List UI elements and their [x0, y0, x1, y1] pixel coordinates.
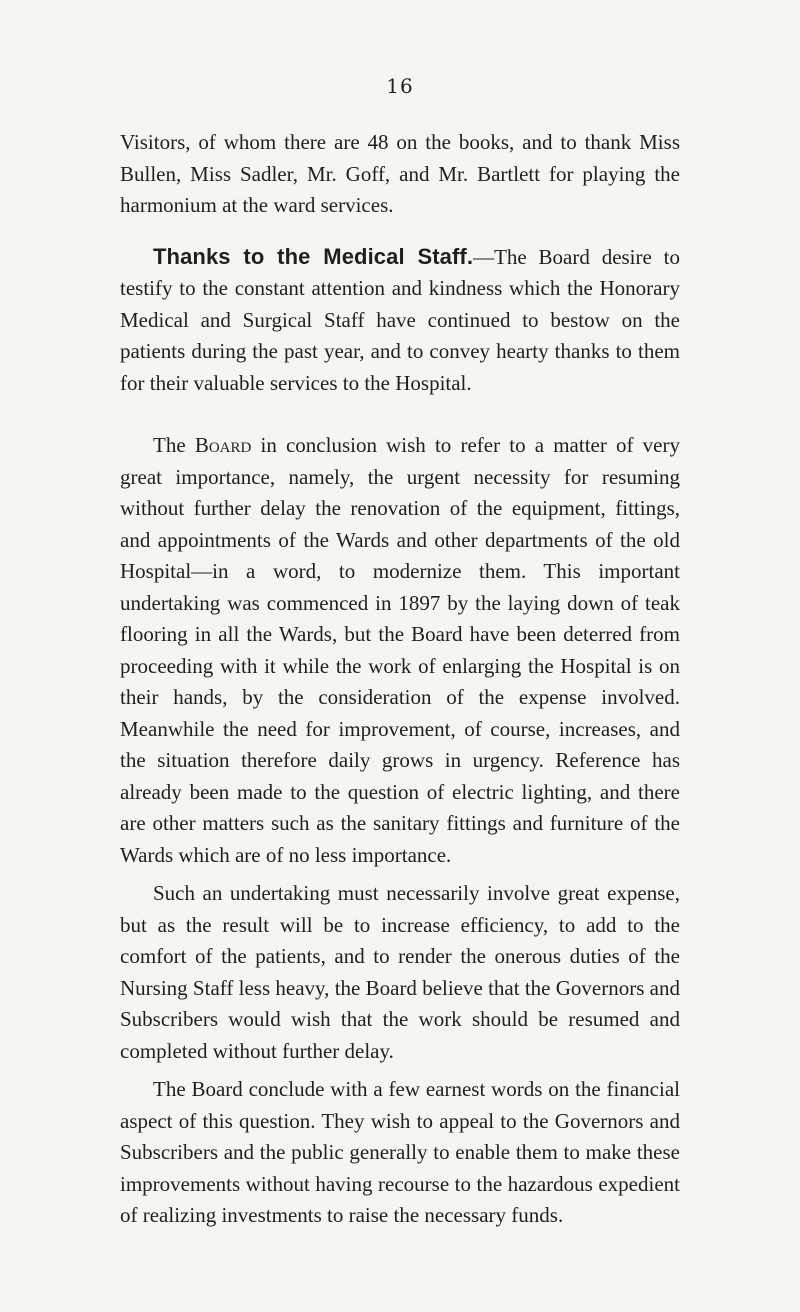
paragraph-lead: The	[153, 433, 195, 457]
paragraph-text: in conclusion wish to refer to a matter of very great importance, namely, the urgent necessity for resuming without further delay the renovation of the equipment, fittings, and appointments of the Wards and other departments of the old Hospital—in a word, to modernize them. This important undertaking was commenced in 1897 by the laying down of teak flooring in all the Wards, but the Board have been deterred from proceeding with it while the work of enlarging the Hospital is on their hands, by the consideration of the expense involved. Meanwhile the need for improvement, of course, increases, and the situation therefore daily grows in urgency. Reference has already been made to the question of electric lighting, and there are other matters such as the sanitary fittings and furniture of the Wards which are of no less importance.	[120, 433, 680, 867]
paragraph-visitors: Visitors, of whom there are 48 on the books, and to thank Miss Bullen, Miss Sadler, Mr. Goff, and Mr. Bartlett for playing the harmonium at the ward services.	[120, 130, 680, 217]
document-body	[120, 127, 680, 1232]
board-word: Board	[194, 433, 252, 457]
paragraph-financial-aspect: The Board conclude with a few earnest words on the financial aspect of this question. They wish to appeal to the Governors and Subscribers and the public generally to enable them to make these improvements without having recourse to the hazardous expedient of realizing investments to raise the necessary funds.	[120, 1077, 680, 1227]
page-number: 16	[386, 74, 414, 98]
paragraph-undertaking: Such an undertaking must necessarily involve great expense, but as the result will be to increase efficiency, to add to the comfort of the patients, and to render the onerous duties of the Nursing Staff less heavy, the Board believe that the Governors and Subscribers would wish that the work should be resumed and completed without further delay.	[120, 881, 680, 1063]
paragraph-medical-staff	[120, 241, 680, 400]
section-heading: Thanks to the Medical Staff.	[153, 243, 474, 269]
paragraph-text: —The Board desire to testify to the constant attention and kindness which the Honorary Medical and Surgical Staff have continued to bestow on the patients during the past year, and to convey hearty thanks to them for their valuable services to the Hospital.	[120, 244, 680, 395]
paragraph-renovation	[120, 430, 680, 871]
